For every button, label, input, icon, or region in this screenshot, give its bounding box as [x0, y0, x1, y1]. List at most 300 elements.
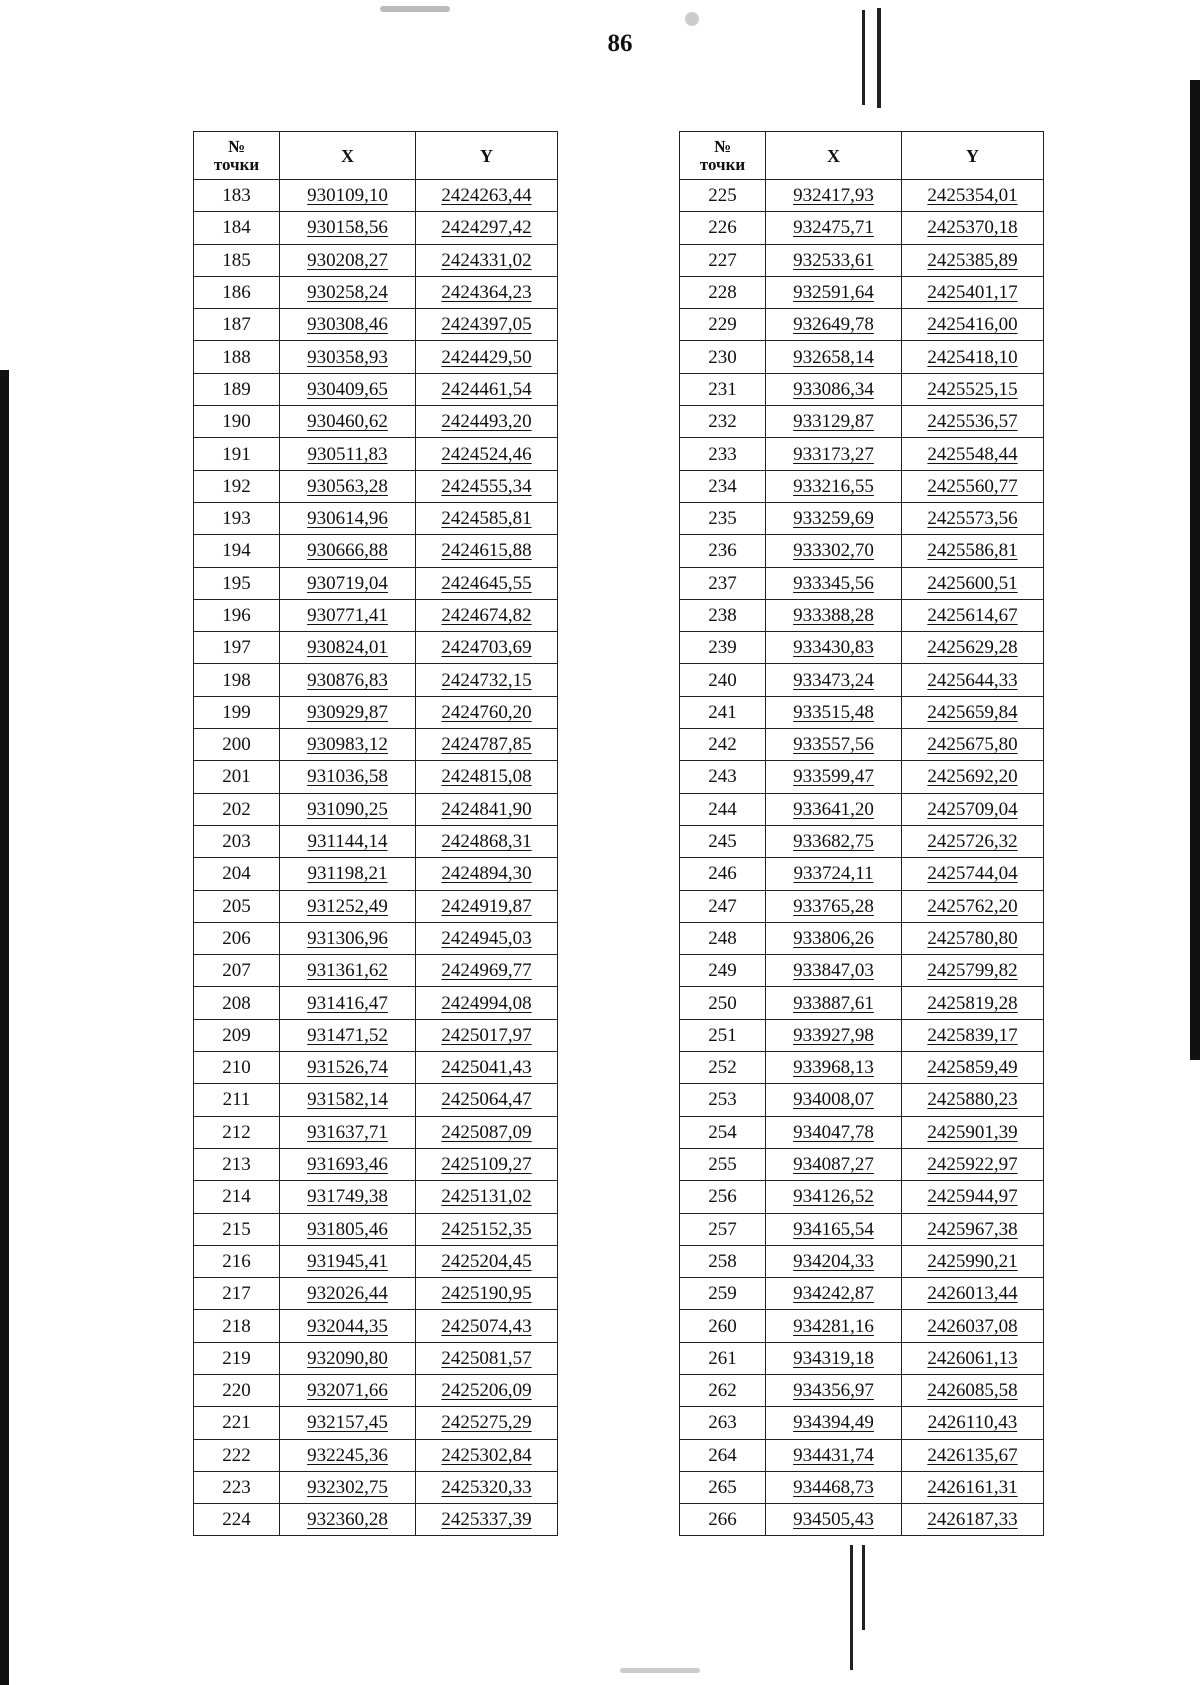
x-coordinate-cell: 934087,27 — [766, 1148, 902, 1180]
table-row — [194, 825, 558, 857]
x-coordinate-cell: 931637,71 — [280, 1116, 416, 1148]
point-number-cell: 210 — [194, 1052, 280, 1084]
coordinates-table-right — [679, 131, 1044, 1536]
table-row — [680, 825, 1044, 857]
y-coordinate-cell: 2424760,20 — [416, 696, 558, 728]
x-coordinate-cell: 930983,12 — [280, 729, 416, 761]
x-coordinate-cell: 934394,49 — [766, 1407, 902, 1439]
scan-noise — [620, 1668, 700, 1673]
x-coordinate-cell: 931945,41 — [280, 1245, 416, 1277]
table-row — [680, 535, 1044, 567]
x-coordinate-cell: 933927,98 — [766, 1019, 902, 1051]
y-coordinate-cell: 2424397,05 — [416, 309, 558, 341]
y-coordinate-cell: 2424994,08 — [416, 987, 558, 1019]
point-number-cell: 209 — [194, 1019, 280, 1051]
x-coordinate-cell: 930460,62 — [280, 406, 416, 438]
point-number-cell: 196 — [194, 599, 280, 631]
y-coordinate-cell: 2424297,42 — [416, 212, 558, 244]
table-row — [680, 1342, 1044, 1374]
y-coordinate-cell: 2424703,69 — [416, 632, 558, 664]
x-coordinate-cell: 930358,93 — [280, 341, 416, 373]
x-coordinate-cell: 933473,24 — [766, 664, 902, 696]
table-row — [680, 793, 1044, 825]
point-number-cell: 224 — [194, 1504, 280, 1536]
table-row — [194, 180, 558, 212]
point-number-cell: 254 — [680, 1116, 766, 1148]
table-row — [680, 922, 1044, 954]
table-row — [194, 1245, 558, 1277]
y-coordinate-cell: 2425944,97 — [902, 1181, 1044, 1213]
x-coordinate-cell: 934281,16 — [766, 1310, 902, 1342]
x-coordinate-cell: 933724,11 — [766, 858, 902, 890]
table-row — [194, 373, 558, 405]
table-row — [194, 729, 558, 761]
point-number-cell: 251 — [680, 1019, 766, 1051]
y-coordinate-cell: 2425675,80 — [902, 729, 1044, 761]
y-coordinate-cell: 2425109,27 — [416, 1148, 558, 1180]
point-number-cell: 217 — [194, 1278, 280, 1310]
x-coordinate-cell: 932302,75 — [280, 1471, 416, 1503]
y-coordinate-cell: 2425074,43 — [416, 1310, 558, 1342]
table-row — [194, 567, 558, 599]
point-number-cell: 188 — [194, 341, 280, 373]
y-coordinate-cell: 2425799,82 — [902, 955, 1044, 987]
x-coordinate-cell: 931144,14 — [280, 825, 416, 857]
table-row — [194, 761, 558, 793]
point-number-cell: 194 — [194, 535, 280, 567]
y-coordinate-cell: 2425370,18 — [902, 212, 1044, 244]
x-coordinate-cell: 930208,27 — [280, 244, 416, 276]
y-coordinate-cell: 2426013,44 — [902, 1278, 1044, 1310]
header-point-number: № точки — [680, 132, 766, 180]
header-x: X — [280, 132, 416, 180]
table-row — [194, 1342, 558, 1374]
table-row — [194, 1148, 558, 1180]
y-coordinate-cell: 2425401,17 — [902, 276, 1044, 308]
x-coordinate-cell: 930824,01 — [280, 632, 416, 664]
y-coordinate-cell: 2425614,67 — [902, 599, 1044, 631]
table-row — [680, 1019, 1044, 1051]
point-number-cell: 184 — [194, 212, 280, 244]
x-coordinate-cell: 931471,52 — [280, 1019, 416, 1051]
y-coordinate-cell: 2425131,02 — [416, 1181, 558, 1213]
table-row — [680, 1471, 1044, 1503]
x-coordinate-cell: 933173,27 — [766, 438, 902, 470]
table-row — [680, 470, 1044, 502]
y-coordinate-cell: 2425762,20 — [902, 890, 1044, 922]
x-coordinate-cell: 932245,36 — [280, 1439, 416, 1471]
x-coordinate-cell: 930109,10 — [280, 180, 416, 212]
y-coordinate-cell: 2425081,57 — [416, 1342, 558, 1374]
table-row — [680, 180, 1044, 212]
x-coordinate-cell: 933765,28 — [766, 890, 902, 922]
x-coordinate-cell: 933129,87 — [766, 406, 902, 438]
x-coordinate-cell: 931361,62 — [280, 955, 416, 987]
table-row — [680, 1374, 1044, 1406]
binding-mark-bottom — [850, 1545, 853, 1670]
y-coordinate-cell: 2425275,29 — [416, 1407, 558, 1439]
point-number-cell: 256 — [680, 1181, 766, 1213]
table-row — [680, 276, 1044, 308]
point-number-cell: 183 — [194, 180, 280, 212]
table-row — [680, 1148, 1044, 1180]
y-coordinate-cell: 2424945,03 — [416, 922, 558, 954]
table-row — [194, 922, 558, 954]
point-number-cell: 219 — [194, 1342, 280, 1374]
x-coordinate-cell: 930511,83 — [280, 438, 416, 470]
x-coordinate-cell: 931090,25 — [280, 793, 416, 825]
coordinates-table-left — [193, 131, 558, 1536]
point-number-cell: 195 — [194, 567, 280, 599]
y-coordinate-cell: 2424732,15 — [416, 664, 558, 696]
y-coordinate-cell: 2426161,31 — [902, 1471, 1044, 1503]
y-coordinate-cell: 2425204,45 — [416, 1245, 558, 1277]
x-coordinate-cell: 930876,83 — [280, 664, 416, 696]
header-y: Y — [416, 132, 558, 180]
point-number-cell: 221 — [194, 1407, 280, 1439]
point-number-cell: 262 — [680, 1374, 766, 1406]
point-number-cell: 266 — [680, 1504, 766, 1536]
y-coordinate-cell: 2425017,97 — [416, 1019, 558, 1051]
table-row — [194, 1407, 558, 1439]
y-coordinate-cell: 2425726,32 — [902, 825, 1044, 857]
y-coordinate-cell: 2426110,43 — [902, 1407, 1044, 1439]
y-coordinate-cell: 2425560,77 — [902, 470, 1044, 502]
table-row — [194, 341, 558, 373]
table-row — [680, 955, 1044, 987]
point-number-cell: 241 — [680, 696, 766, 728]
table-row — [194, 535, 558, 567]
y-coordinate-cell: 2425337,39 — [416, 1504, 558, 1536]
point-number-cell: 198 — [194, 664, 280, 696]
point-number-cell: 223 — [194, 1471, 280, 1503]
y-coordinate-cell: 2425190,95 — [416, 1278, 558, 1310]
y-coordinate-cell: 2424461,54 — [416, 373, 558, 405]
table-row — [680, 632, 1044, 664]
x-coordinate-cell: 933345,56 — [766, 567, 902, 599]
table-row — [194, 244, 558, 276]
table-row — [194, 470, 558, 502]
x-coordinate-cell: 934505,43 — [766, 1504, 902, 1536]
point-number-cell: 220 — [194, 1374, 280, 1406]
y-coordinate-cell: 2425600,51 — [902, 567, 1044, 599]
y-coordinate-cell: 2425152,35 — [416, 1213, 558, 1245]
x-coordinate-cell: 933557,56 — [766, 729, 902, 761]
table-row — [194, 1019, 558, 1051]
table-header-row — [194, 132, 558, 180]
y-coordinate-cell: 2425990,21 — [902, 1245, 1044, 1277]
point-number-cell: 214 — [194, 1181, 280, 1213]
table-header-row — [680, 132, 1044, 180]
table-row — [194, 793, 558, 825]
y-coordinate-cell: 2424674,82 — [416, 599, 558, 631]
y-coordinate-cell: 2425901,39 — [902, 1116, 1044, 1148]
y-coordinate-cell: 2425064,47 — [416, 1084, 558, 1116]
y-coordinate-cell: 2425659,84 — [902, 696, 1044, 728]
y-coordinate-cell: 2425586,81 — [902, 535, 1044, 567]
point-number-cell: 265 — [680, 1471, 766, 1503]
point-number-cell: 212 — [194, 1116, 280, 1148]
x-coordinate-cell: 931252,49 — [280, 890, 416, 922]
table-row — [680, 696, 1044, 728]
point-number-cell: 206 — [194, 922, 280, 954]
x-coordinate-cell: 933806,26 — [766, 922, 902, 954]
x-coordinate-cell: 932090,80 — [280, 1342, 416, 1374]
table-row — [680, 761, 1044, 793]
y-coordinate-cell: 2425629,28 — [902, 632, 1044, 664]
point-number-cell: 203 — [194, 825, 280, 857]
y-coordinate-cell: 2425922,97 — [902, 1148, 1044, 1180]
table-row — [194, 955, 558, 987]
point-number-cell: 252 — [680, 1052, 766, 1084]
point-number-cell: 245 — [680, 825, 766, 857]
x-coordinate-cell: 933599,47 — [766, 761, 902, 793]
point-number-cell: 238 — [680, 599, 766, 631]
point-number-cell: 225 — [680, 180, 766, 212]
point-number-cell: 260 — [680, 1310, 766, 1342]
point-number-cell: 250 — [680, 987, 766, 1019]
point-number-cell: 228 — [680, 276, 766, 308]
x-coordinate-cell: 932157,45 — [280, 1407, 416, 1439]
table-row — [680, 567, 1044, 599]
table-row — [194, 599, 558, 631]
x-coordinate-cell: 932071,66 — [280, 1374, 416, 1406]
table-row — [194, 987, 558, 1019]
point-number-cell: 187 — [194, 309, 280, 341]
table-row — [194, 309, 558, 341]
table-row — [680, 438, 1044, 470]
y-coordinate-cell: 2424919,87 — [416, 890, 558, 922]
point-number-cell: 240 — [680, 664, 766, 696]
point-number-cell: 208 — [194, 987, 280, 1019]
table-row — [680, 373, 1044, 405]
y-coordinate-cell: 2426135,67 — [902, 1439, 1044, 1471]
y-coordinate-cell: 2426037,08 — [902, 1310, 1044, 1342]
table-row — [680, 1084, 1044, 1116]
table-row — [194, 890, 558, 922]
table-row — [680, 244, 1044, 276]
point-number-cell: 257 — [680, 1213, 766, 1245]
x-coordinate-cell: 933216,55 — [766, 470, 902, 502]
table-row — [680, 987, 1044, 1019]
table-row — [680, 1245, 1044, 1277]
table-row — [680, 1407, 1044, 1439]
table-row — [680, 1213, 1044, 1245]
x-coordinate-cell: 934242,87 — [766, 1278, 902, 1310]
x-coordinate-cell: 932533,61 — [766, 244, 902, 276]
x-coordinate-cell: 931198,21 — [280, 858, 416, 890]
x-coordinate-cell: 933515,48 — [766, 696, 902, 728]
y-coordinate-cell: 2424615,88 — [416, 535, 558, 567]
y-coordinate-cell: 2425839,17 — [902, 1019, 1044, 1051]
table-row — [194, 1310, 558, 1342]
x-coordinate-cell: 932417,93 — [766, 180, 902, 212]
point-number-cell: 234 — [680, 470, 766, 502]
y-coordinate-cell: 2425354,01 — [902, 180, 1044, 212]
binding-mark-top-2 — [877, 8, 881, 108]
y-coordinate-cell: 2425859,49 — [902, 1052, 1044, 1084]
y-coordinate-cell: 2424645,55 — [416, 567, 558, 599]
point-number-cell: 261 — [680, 1342, 766, 1374]
point-number-cell: 237 — [680, 567, 766, 599]
point-number-cell: 218 — [194, 1310, 280, 1342]
table-row — [680, 1052, 1044, 1084]
y-coordinate-cell: 2425206,09 — [416, 1374, 558, 1406]
point-number-cell: 263 — [680, 1407, 766, 1439]
point-number-cell: 258 — [680, 1245, 766, 1277]
x-coordinate-cell: 931306,96 — [280, 922, 416, 954]
x-coordinate-cell: 931526,74 — [280, 1052, 416, 1084]
x-coordinate-cell: 934356,97 — [766, 1374, 902, 1406]
table-row — [680, 1181, 1044, 1213]
point-number-cell: 205 — [194, 890, 280, 922]
x-coordinate-cell: 933847,03 — [766, 955, 902, 987]
x-coordinate-cell: 931582,14 — [280, 1084, 416, 1116]
point-number-cell: 207 — [194, 955, 280, 987]
binding-mark-top — [862, 10, 865, 105]
y-coordinate-cell: 2425087,09 — [416, 1116, 558, 1148]
point-number-cell: 244 — [680, 793, 766, 825]
x-coordinate-cell: 932044,35 — [280, 1310, 416, 1342]
point-number-cell: 232 — [680, 406, 766, 438]
table-row — [680, 1504, 1044, 1536]
point-number-cell: 215 — [194, 1213, 280, 1245]
y-coordinate-cell: 2424364,23 — [416, 276, 558, 308]
x-coordinate-cell: 930158,56 — [280, 212, 416, 244]
x-coordinate-cell: 931693,46 — [280, 1148, 416, 1180]
x-coordinate-cell: 934008,07 — [766, 1084, 902, 1116]
x-coordinate-cell: 934047,78 — [766, 1116, 902, 1148]
point-number-cell: 199 — [194, 696, 280, 728]
x-coordinate-cell: 932658,14 — [766, 341, 902, 373]
x-coordinate-cell: 930563,28 — [280, 470, 416, 502]
point-number-cell: 202 — [194, 793, 280, 825]
point-number-cell: 226 — [680, 212, 766, 244]
y-coordinate-cell: 2426187,33 — [902, 1504, 1044, 1536]
x-coordinate-cell: 931036,58 — [280, 761, 416, 793]
x-coordinate-cell: 934204,33 — [766, 1245, 902, 1277]
table-row — [194, 1278, 558, 1310]
table-row — [194, 1052, 558, 1084]
y-coordinate-cell: 2424841,90 — [416, 793, 558, 825]
y-coordinate-cell: 2425692,20 — [902, 761, 1044, 793]
y-coordinate-cell: 2425041,43 — [416, 1052, 558, 1084]
y-coordinate-cell: 2426085,58 — [902, 1374, 1044, 1406]
x-coordinate-cell: 932649,78 — [766, 309, 902, 341]
y-coordinate-cell: 2426061,13 — [902, 1342, 1044, 1374]
header-y: Y — [902, 132, 1044, 180]
x-coordinate-cell: 933968,13 — [766, 1052, 902, 1084]
y-coordinate-cell: 2424331,02 — [416, 244, 558, 276]
table-row — [680, 858, 1044, 890]
point-number-cell: 192 — [194, 470, 280, 502]
y-coordinate-cell: 2425967,38 — [902, 1213, 1044, 1245]
x-coordinate-cell: 932026,44 — [280, 1278, 416, 1310]
table-row — [680, 664, 1044, 696]
point-number-cell: 247 — [680, 890, 766, 922]
x-coordinate-cell: 930308,46 — [280, 309, 416, 341]
y-coordinate-cell: 2425320,33 — [416, 1471, 558, 1503]
point-number-cell: 249 — [680, 955, 766, 987]
header-x: X — [766, 132, 902, 180]
point-number-cell: 230 — [680, 341, 766, 373]
table-row — [680, 890, 1044, 922]
table-row — [194, 858, 558, 890]
x-coordinate-cell: 930719,04 — [280, 567, 416, 599]
point-number-cell: 211 — [194, 1084, 280, 1116]
point-number-cell: 185 — [194, 244, 280, 276]
table-row — [680, 1116, 1044, 1148]
table-row — [680, 502, 1044, 534]
point-number-cell: 193 — [194, 502, 280, 534]
point-number-cell: 233 — [680, 438, 766, 470]
point-number-cell: 255 — [680, 1148, 766, 1180]
point-number-cell: 235 — [680, 502, 766, 534]
x-coordinate-cell: 932475,71 — [766, 212, 902, 244]
point-number-cell: 216 — [194, 1245, 280, 1277]
table-row — [680, 309, 1044, 341]
y-coordinate-cell: 2424585,81 — [416, 502, 558, 534]
table-row — [680, 599, 1044, 631]
point-number-cell: 197 — [194, 632, 280, 664]
table-row — [680, 1310, 1044, 1342]
point-number-cell: 222 — [194, 1439, 280, 1471]
x-coordinate-cell: 930929,87 — [280, 696, 416, 728]
x-coordinate-cell: 931749,38 — [280, 1181, 416, 1213]
y-coordinate-cell: 2424969,77 — [416, 955, 558, 987]
table-row — [194, 276, 558, 308]
x-coordinate-cell: 933388,28 — [766, 599, 902, 631]
y-coordinate-cell: 2424493,20 — [416, 406, 558, 438]
y-coordinate-cell: 2424429,50 — [416, 341, 558, 373]
point-number-cell: 259 — [680, 1278, 766, 1310]
binding-mark-bottom-2 — [862, 1545, 865, 1630]
x-coordinate-cell: 930258,24 — [280, 276, 416, 308]
table-row — [194, 1181, 558, 1213]
x-coordinate-cell: 930771,41 — [280, 599, 416, 631]
point-number-cell: 248 — [680, 922, 766, 954]
point-number-cell: 191 — [194, 438, 280, 470]
point-number-cell: 246 — [680, 858, 766, 890]
table-row — [194, 664, 558, 696]
point-number-cell: 200 — [194, 729, 280, 761]
header-point-number: № точки — [194, 132, 280, 180]
table-row — [194, 1116, 558, 1148]
point-number-cell: 189 — [194, 373, 280, 405]
y-coordinate-cell: 2425880,23 — [902, 1084, 1044, 1116]
table-row — [680, 1278, 1044, 1310]
y-coordinate-cell: 2425302,84 — [416, 1439, 558, 1471]
x-coordinate-cell: 931416,47 — [280, 987, 416, 1019]
table-row — [194, 1471, 558, 1503]
x-coordinate-cell: 934431,74 — [766, 1439, 902, 1471]
point-number-cell: 201 — [194, 761, 280, 793]
x-coordinate-cell: 932360,28 — [280, 1504, 416, 1536]
x-coordinate-cell: 931805,46 — [280, 1213, 416, 1245]
table-row — [194, 438, 558, 470]
point-number-cell: 253 — [680, 1084, 766, 1116]
left-scan-edge — [0, 370, 9, 1685]
point-number-cell: 186 — [194, 276, 280, 308]
table-row — [680, 212, 1044, 244]
y-coordinate-cell: 2424263,44 — [416, 180, 558, 212]
y-coordinate-cell: 2425416,00 — [902, 309, 1044, 341]
x-coordinate-cell: 933682,75 — [766, 825, 902, 857]
table-row — [194, 632, 558, 664]
point-number-cell: 227 — [680, 244, 766, 276]
x-coordinate-cell: 934165,54 — [766, 1213, 902, 1245]
table-row — [194, 1084, 558, 1116]
